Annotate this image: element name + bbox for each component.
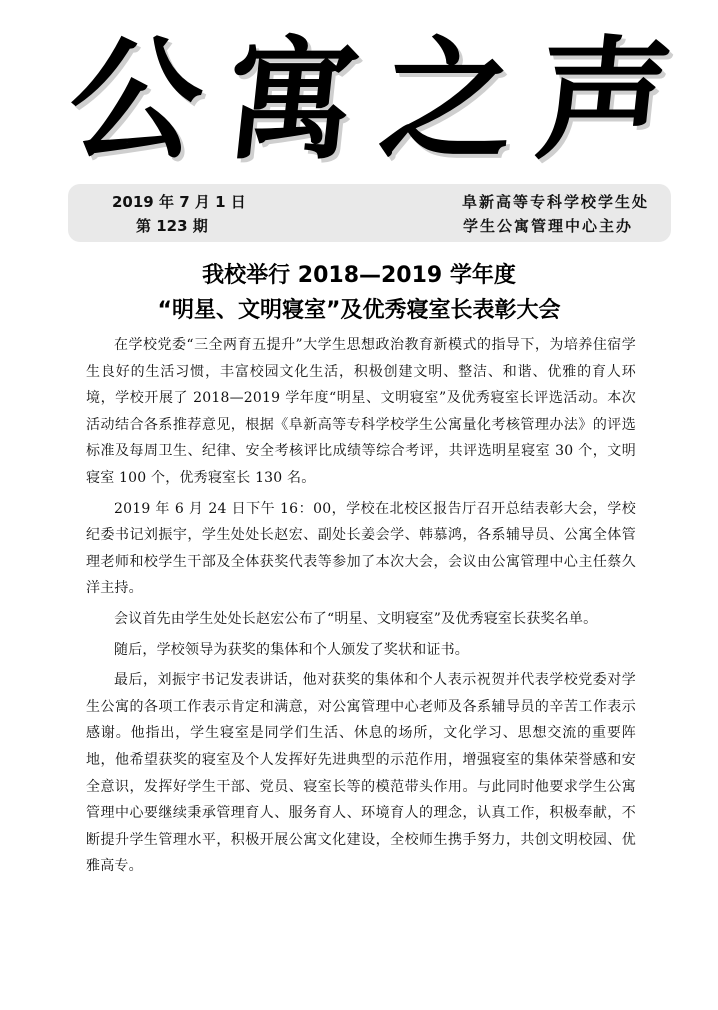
issue-number: 第 123 期 [136,217,208,235]
masthead-char: 寓 [217,24,367,178]
masthead-char: 声 [529,24,679,178]
article-paragraph: 2019 年 6 月 24 日下午 16：00，学校在北校区报告厅召开总结表彰大会，学校纪委书记刘振宇，学生处处长赵宏、副处长姜会学、韩慕鸿，各系辅导员、公寓全体管理老师和校学生干部及全体获奖代表等参加了本次大会，会议由公寓管理中心主任蔡久洋主持。 [86,500,636,597]
publisher-line-2: 学生公寓管理中心主办 [462,217,633,235]
info-bar [68,184,671,242]
masthead-title [62,26,678,176]
article-paragraph: 会议首先由学生处处长赵宏公布了“明星、文明寝室”及优秀寝室长获奖名单。 [114,610,598,627]
article-body [86,332,636,880]
masthead-char: 公 [61,24,211,178]
masthead-char: 之 [373,24,523,178]
headline-line-1: 我校举行 2018—2019 学年度 [202,263,516,288]
article-paragraph: 在学校党委“三全两育五提升”大学生思想政治教育新模式的指导下，为培养住宿学生良好的生活习惯，丰富校园文化生活，积极创建文明、整洁、和谐、优雅的育人环境，学校开展了 2018—2019 学年度“明星、文明寝室”及优秀寝室长评选活动。本次活动结合各系推荐意见，根据《阜新高等专科学校学生公寓量化考核管理办法》的评选标准及每周卫生、纪律、安全考核评比成绩等综合考评，共评选明星寝室 30 个，文明寝室 100 个，优秀寝室长 130 名。 [86,337,636,486]
publisher-line-1: 阜新高等专科学校学生处 [461,193,649,211]
masthead [0,18,718,186]
article-paragraph: 随后，学校领导为获奖的集体和个人颁发了奖状和证书。 [114,641,469,658]
article-paragraph: 最后，刘振宇书记发表讲话，他对获奖的集体和个人表示祝贺并代表学校党委对学生公寓的各项工作表示肯定和满意，对公寓管理中心老师及各系辅导员的辛苦工作表示感谢。他指出，学生寝室是同学们生活、休息的场所，文化学习、思想交流的重要阵地，他希望获奖的寝室及个人发挥好先进典型的示范作用，增强寝室的集体荣誉感和安全意识，发挥好学生干部、党员、寝室长等的模范带头作用。与此同时他要求学生公寓管理中心要继续秉承管理育人、服务育人、环境育人的理念，认真工作，积极奉献，不断提升学生管理水平，积极开展公寓文化建设，全校师生携手努力，共创文明校园、优雅高专。 [86,672,636,875]
issue-date: 2019 年 7 月 1 日 [112,193,246,211]
headline-line-2: “明星、文明寝室”及优秀寝室长表彰大会 [157,298,561,323]
